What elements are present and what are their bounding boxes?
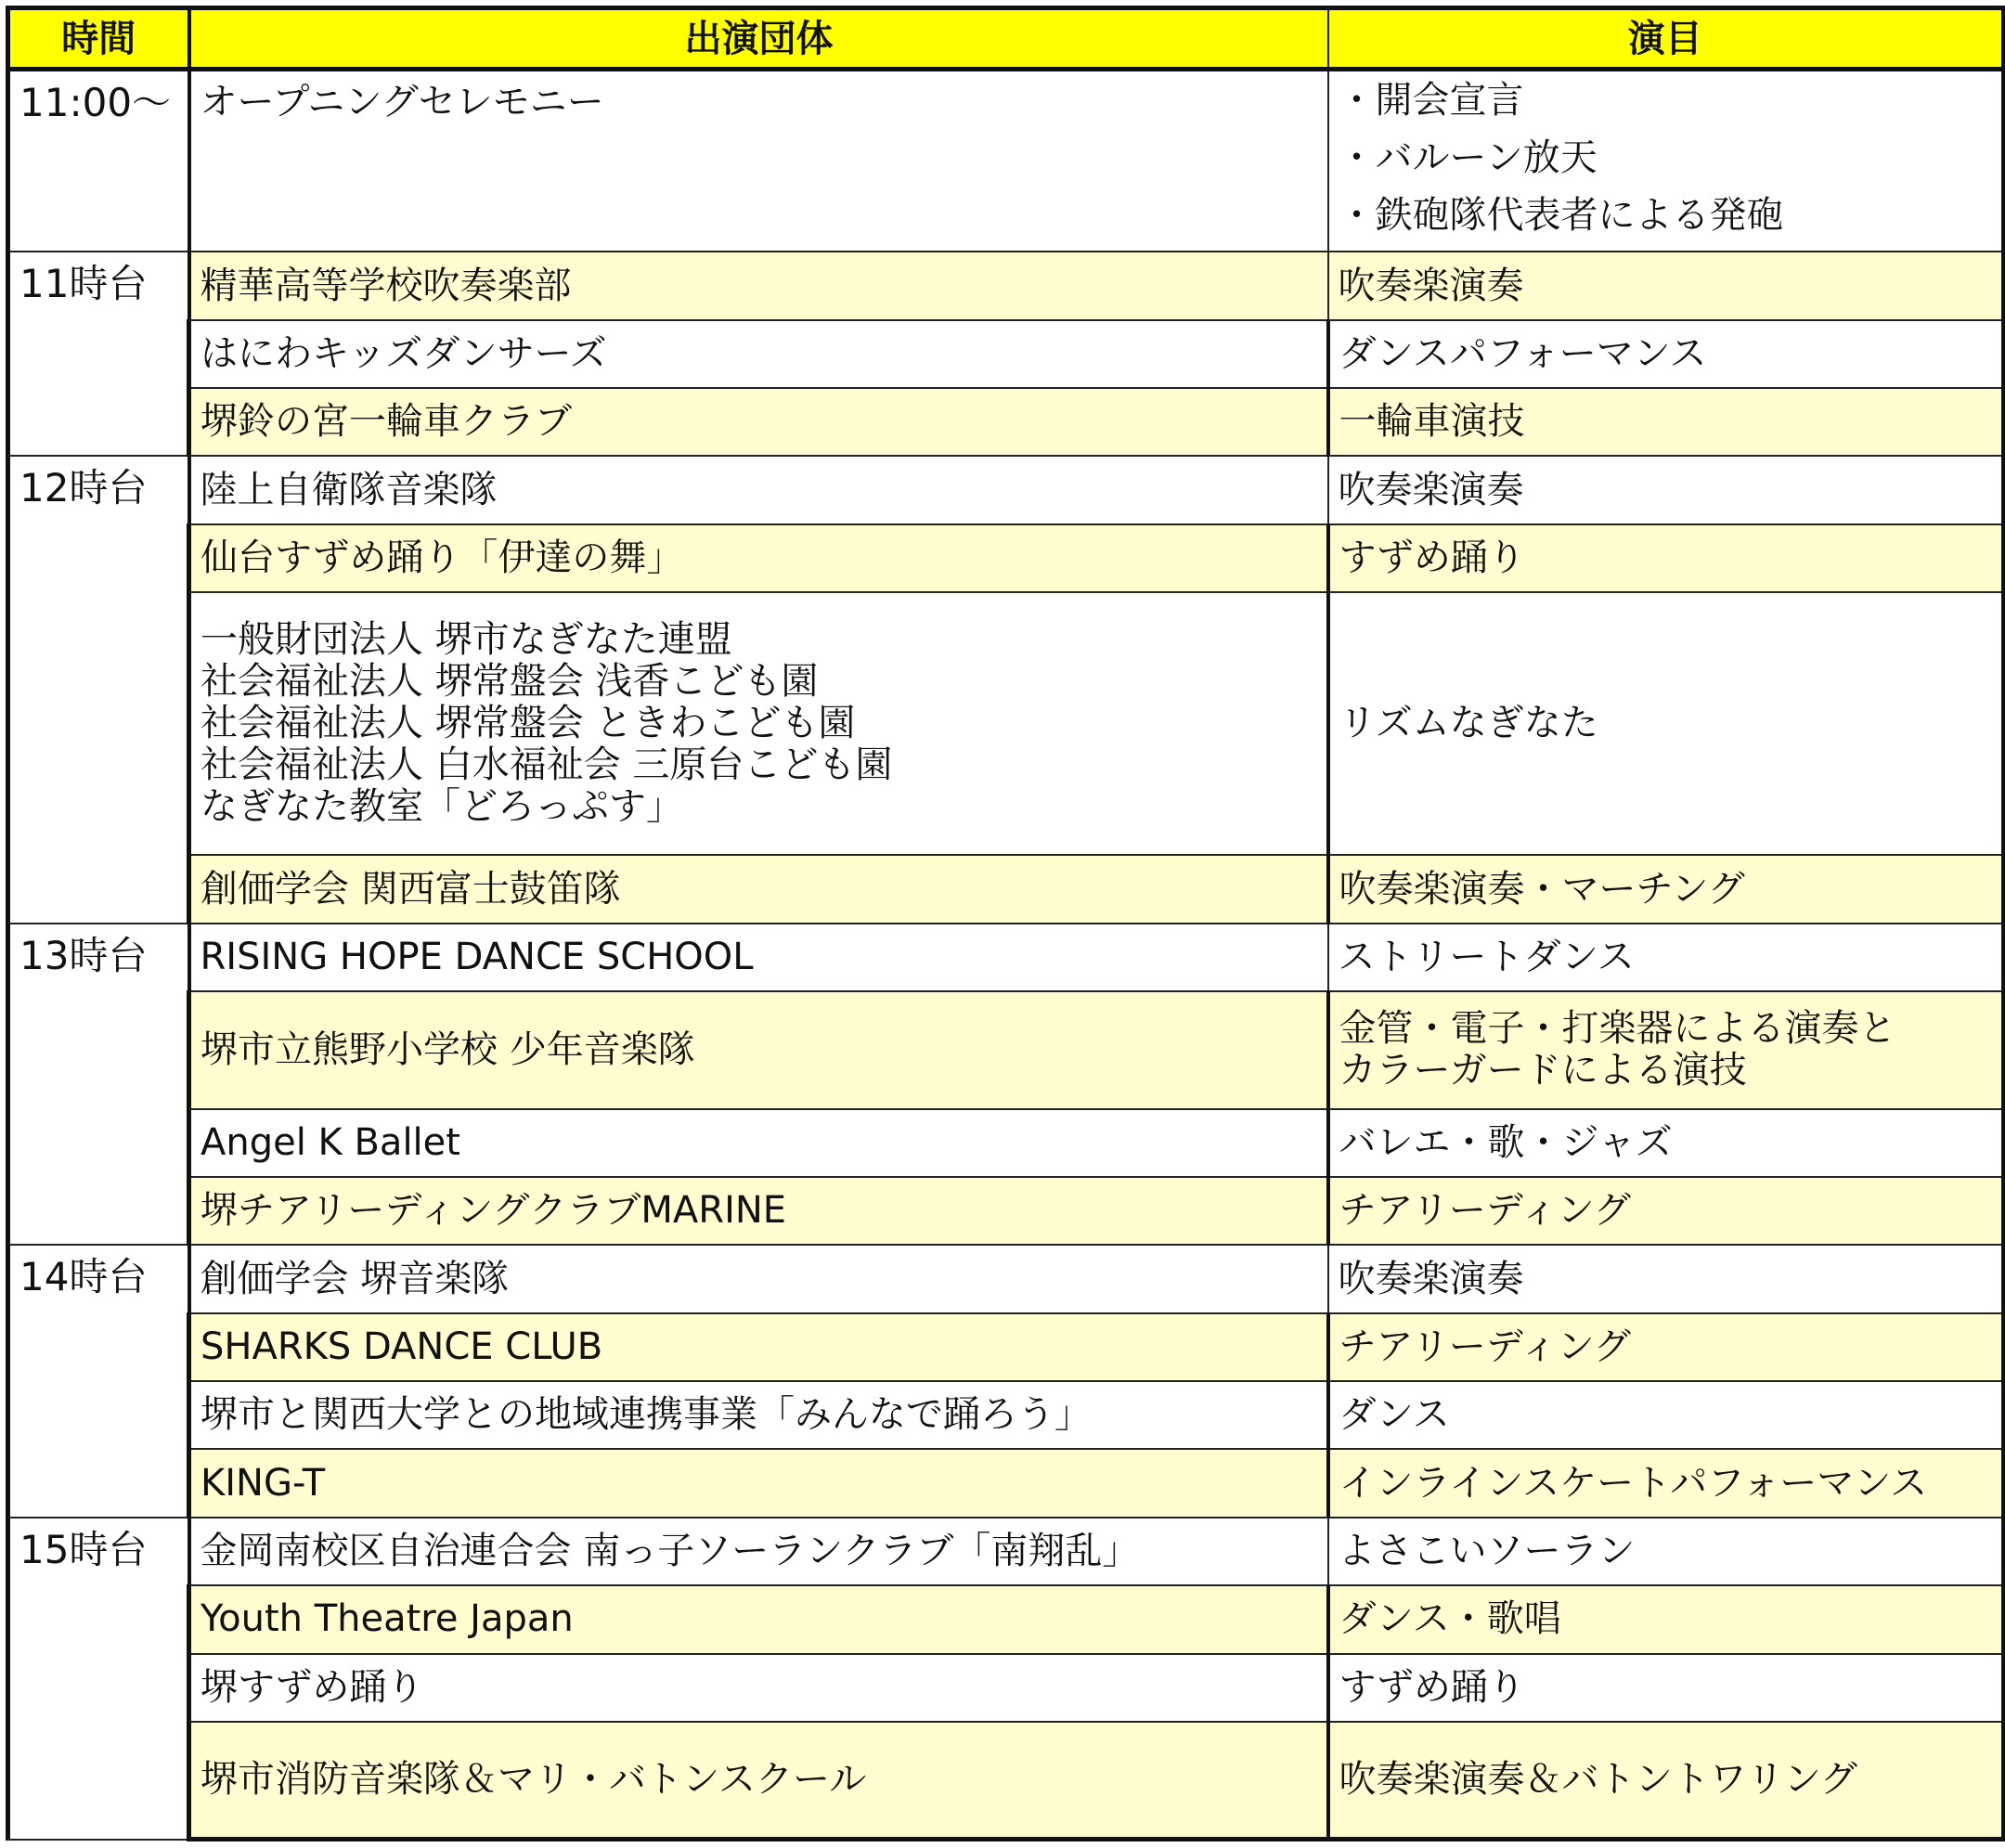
table-row [8,320,2004,388]
program-cell [1328,855,2004,923]
performer-name: 創価学会 堺音楽隊 [200,1257,510,1300]
header-row [8,8,2004,70]
performer-name: 堺市消防音楽隊＆マリ・バトンスクール [200,1757,867,1801]
table-row [8,924,2004,991]
program-name: 吹奏楽演奏＆バトントワリング [1339,1757,1857,1801]
table-row [8,1585,2004,1653]
program-name: 吹奏楽演奏 [1338,1257,1524,1300]
performer-cell [189,524,1328,592]
program-cell [1328,924,2004,991]
performer-cell [189,388,1328,456]
performer-cell [189,855,1328,923]
table-row [8,1654,2004,1722]
performer-cell [189,320,1328,388]
table-row [8,1109,2004,1177]
performer-cell [189,1518,1328,1585]
performer-name: 堺市立熊野小学校 少年音楽隊 [200,1027,695,1071]
program-name: ダンス [1339,1393,1450,1437]
performer-cell [189,1245,1328,1312]
performer-cell [189,1109,1328,1177]
table-row [8,1177,2004,1245]
performer-cell [189,991,1328,1109]
program-cell [1328,1313,2004,1381]
program-cell [1328,592,2004,855]
program-name: チアリーディング [1339,1325,1631,1368]
header-group: 出演団体 [189,8,1328,70]
program-name: ストリートダンス [1338,935,1635,978]
table-row [8,252,2004,319]
program-cell [1328,1449,2004,1517]
table-row [8,855,2004,923]
performer-name: 堺すずめ踊り [200,1665,424,1709]
program-cell [1328,1518,2004,1585]
program-name: よさこいソーラン [1338,1529,1636,1572]
program-cell [1328,991,2004,1109]
performer-cell [189,1381,1328,1449]
program-name: すずめ踊り [1339,1665,1525,1709]
performer-cell [189,1449,1328,1517]
program-name: 吹奏楽演奏 [1338,468,1524,511]
performer-cell [189,924,1328,991]
performer-cell [189,456,1328,523]
performer-cell [189,1313,1328,1381]
table-row [8,1518,2004,1585]
table-row [8,1449,2004,1517]
program-cell [1328,1177,2004,1245]
performer-name: 社会福祉法人 堺常盤会 浅香こども園 [200,660,819,704]
opening-item: ・バルーン放天 [1338,136,1598,179]
performance-schedule-table [6,6,2005,1842]
performer-name: Angel K Ballet [200,1120,460,1164]
performer-name: 精華高等学校吹奏楽部 [200,264,572,307]
program-name: リズムなぎなた [1339,702,1598,745]
program-name: カラーガードによる演技 [1339,1049,1747,1092]
performer-name: 堺チアリーディングクラブMARINE [200,1189,787,1233]
program-cell [1328,1109,2004,1177]
program-cell [1328,388,2004,456]
performer-cell [189,252,1328,319]
performer-name: 社会福祉法人 堺常盤会 ときわこども園 [200,702,856,745]
program-name: バレエ・歌・ジャズ [1339,1120,1673,1164]
program-name: ダンス・歌唱 [1339,1597,1561,1641]
table-row [8,1313,2004,1381]
table-row [8,524,2004,592]
time-slot-cell: 14時台 [8,1245,189,1517]
program-name: 吹奏楽演奏・マーチング [1339,867,1745,911]
program-name: 一輪車演技 [1339,400,1525,444]
table-row [8,1722,2004,1840]
program-name: すずめ踊り [1339,536,1525,579]
table-row [8,388,2004,456]
performer-name: 陸上自衛隊音楽隊 [200,468,498,511]
performer-name: はにわキッズダンサーズ [200,331,607,375]
header-time: 時間 [8,8,189,70]
program-cell [1328,1245,2004,1312]
opening-item: ・鉄砲隊代表者による発砲 [1338,194,1784,237]
table-row [8,1381,2004,1449]
performer-cell [189,1177,1328,1245]
performer-cell [189,1654,1328,1722]
program-cell [1328,1654,2004,1722]
performer-name: 仙台すずめ踊り「伊達の舞」 [200,536,684,579]
opening-time: 11:00～ [8,70,189,252]
header-program: 演目 [1328,8,2004,70]
time-slot-cell: 12時台 [8,456,189,923]
time-slot-cell: 13時台 [8,924,189,1246]
performer-cell [189,1722,1328,1840]
program-cell [1328,252,2004,319]
program-name: インラインスケートパフォーマンス [1339,1461,1928,1505]
time-slot-cell: 11時台 [8,252,189,456]
table-row [8,456,2004,523]
program-cell [1328,1585,2004,1653]
program-name: 吹奏楽演奏 [1338,264,1524,307]
performer-name: 堺鈴の宮一輪車クラブ [200,400,572,444]
performer-cell [189,1585,1328,1653]
performer-name: 金岡南校区自治連合会 南っ子ソーランクラブ「南翔乱」 [200,1529,1140,1572]
program-cell [1328,320,2004,388]
table-row [8,991,2004,1109]
program-cell [1328,456,2004,523]
opening-group: オープニングセレモニー [189,70,1328,252]
performer-name: Youth Theatre Japan [200,1597,574,1641]
performer-name: なぎなた教室「どろっぷす」 [200,785,683,829]
opening-item: ・開会宣言 [1338,79,1524,122]
table-row [8,592,2004,855]
performer-name: KING-T [200,1461,326,1505]
program-cell [1328,1722,2004,1840]
program-name: 金管・電子・打楽器による演奏と [1339,1007,1896,1051]
performer-name: 堺市と関西大学との地域連携事業「みんなで踊ろう」 [200,1393,1092,1437]
performer-name: 社会福祉法人 白水福祉会 三原台こども園 [200,743,893,787]
program-cell [1328,524,2004,592]
performer-name: 一般財団法人 堺市なぎなた連盟 [200,618,732,662]
performer-cell [189,592,1328,855]
performer-name: 創価学会 関西富士鼓笛隊 [200,867,621,911]
performer-name: SHARKS DANCE CLUB [200,1325,603,1368]
program-cell [1328,1381,2004,1449]
program-name: ダンスパフォーマンス [1339,331,1707,375]
table-row [8,1245,2004,1312]
opening-program [1328,70,2004,252]
program-name: チアリーディング [1339,1189,1631,1233]
opening-row [8,70,2004,252]
time-slot-cell: 15時台 [8,1518,189,1840]
performer-name: RISING HOPE DANCE SCHOOL [200,935,754,978]
